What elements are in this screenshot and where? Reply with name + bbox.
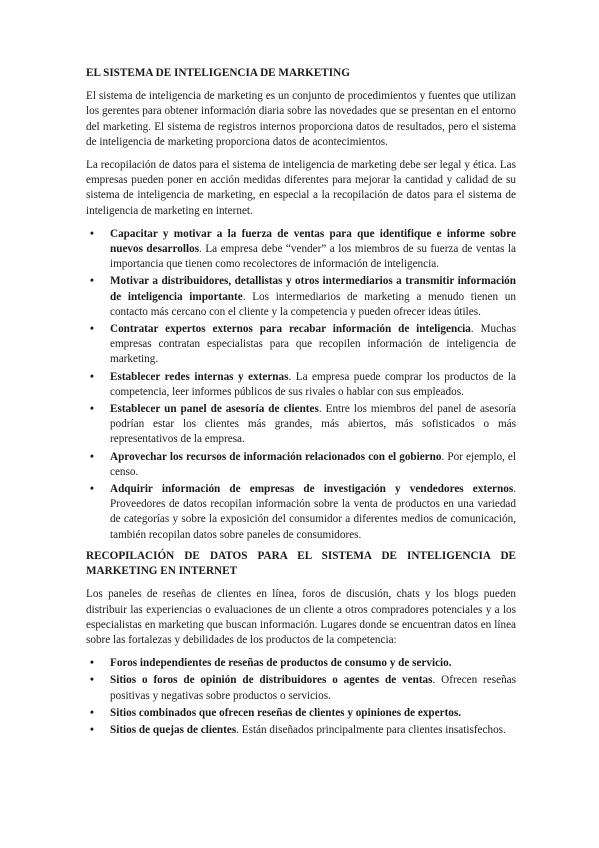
bullet-icon: • [90,483,94,496]
bullet-icon: • [90,706,94,719]
list-item-bold: Aprovechar los recursos de información relacionados con el gobierno [110,450,442,463]
list-item [86,673,516,703]
list-item-bold: Motivar a distribuidores, detallistas y otros intermediarios a transmitir información de inteligencia importante [110,275,516,303]
list-item-bold: Capacitar y motivar a la fuerza de ventas para que identifique e informe sobre nuevos desarrollos [110,227,516,256]
list-item [86,370,516,400]
list-item-text: . Los intermediarios de marketing a menudo tienen un contacto más cercano con el cliente y la competencia y pueden ofrecer ideas útiles. [110,290,516,318]
bullet-list-online-sources [86,656,516,738]
bullet-list-intelligence-measures [86,227,516,543]
list-item [86,723,516,738]
list-item [86,450,516,480]
paragraph-definition: El sistema de inteligencia de marketing es un conjunto de procedimientos y fuentes que utilizan los gerentes para obtener información diaria sobre las novedades que se presentan en el entorno del marketing. El sistema de registros internos proporciona datos de resultados, pero el sistema de inteligencia de marketing proporciona datos de acontecimientos. [86,90,516,148]
bullet-icon: • [90,227,94,240]
list-item-text: . Muchas empresas contratan especialistas para que recopilen información de inteligencia de marketing. [110,323,516,366]
list-item [86,706,516,721]
list-item [86,322,516,368]
bullet-icon: • [90,323,94,336]
list-item-bold: Adquirir información de empresas de investigación y vendedores externos [110,483,514,496]
list-item-text: . La empresa debe “vender” a los miembros de su fuerza de ventas la importancia que tienen como recolectores de información de inteligencia. [110,243,516,271]
paragraph-online-reviews: Los paneles de reseñas de clientes en línea, foros de discusión, chats y los blogs pueden distribuir las experiencias o evaluaciones de un cliente a otros compradores potenciales y a los especialistas en marketing que buscan información. Lugares donde se encuentran datos en línea sobre las fortalezas y debilidades de los productos de la competencia: [86,588,516,646]
bullet-icon: • [90,723,94,736]
list-item-bold: Sitios de quejas de clientes [110,723,237,736]
list-item-text: . Ofrecen reseñas positivas y negativas sobre productos o servicios. [110,674,516,702]
list-item-text: . Proveedores de datos recopilan información sobre la venta de productos en una variedad de categorías y sobre la exposición del consumidor a diferentes medios de comunicación, también recopilan datos sobre paneles de consumidores. [110,483,516,541]
bullet-icon: • [90,370,94,383]
list-item [86,656,516,671]
list-item-bold: Establecer redes internas y externas [110,370,289,383]
list-item-bold: Foros independientes de reseñas de productos de consumo y de servicio. [110,657,452,670]
list-item-bold: Sitios combinados que ofrecen reseñas de clientes y opiniones de expertos. [110,706,462,719]
list-item-bold: Sitios o foros de opinión de distribuidores o agentes de ventas [110,674,433,687]
section-title-internet-data: RECOPILACIÓN DE DATOS PARA EL SISTEMA DE INTELIGENCIA DE MARKETING EN INTERNET [86,549,516,578]
bullet-icon: • [90,450,94,463]
list-item-text: . Están diseñados principalmente para clientes insatisfechos. [236,723,506,736]
list-item-bold: Contratar expertos externos para recabar información de inteligencia [110,323,471,336]
list-item [86,227,516,273]
bullet-icon: • [90,275,94,288]
list-item-text: . Por ejemplo, el censo. [110,450,517,478]
bullet-icon: • [90,657,94,670]
paragraph-data-collection: La recopilación de datos para el sistema de inteligencia de marketing debe ser legal y ética. Las empresas pueden poner en acción medidas diferentes para mejorar la cantidad y calidad de su sistema de inteligencia de marketing, en especial a la recopilación de datos para el sistema de inteligencia de marketing en internet. [86,159,516,217]
bullet-icon: • [90,403,94,416]
document-page [86,66,516,744]
list-item [86,274,516,320]
bullet-icon: • [90,674,94,687]
list-item-text: . Entre los miembros del panel de asesoría podrían estar los clientes más grandes, más abiertos, más sofisticados o más representativos de la empresa. [110,403,517,446]
list-item [86,482,516,543]
list-item-bold: Establecer un panel de asesoría de clientes [110,403,319,416]
section-title-marketing-intelligence: EL SISTEMA DE INTELIGENCIA DE MARKETING [86,67,350,79]
list-item-text: . La empresa puede comprar los productos de la competencia, leer informes públicos de sus rivales o hablar con sus empleados. [110,370,516,398]
list-item [86,402,516,448]
